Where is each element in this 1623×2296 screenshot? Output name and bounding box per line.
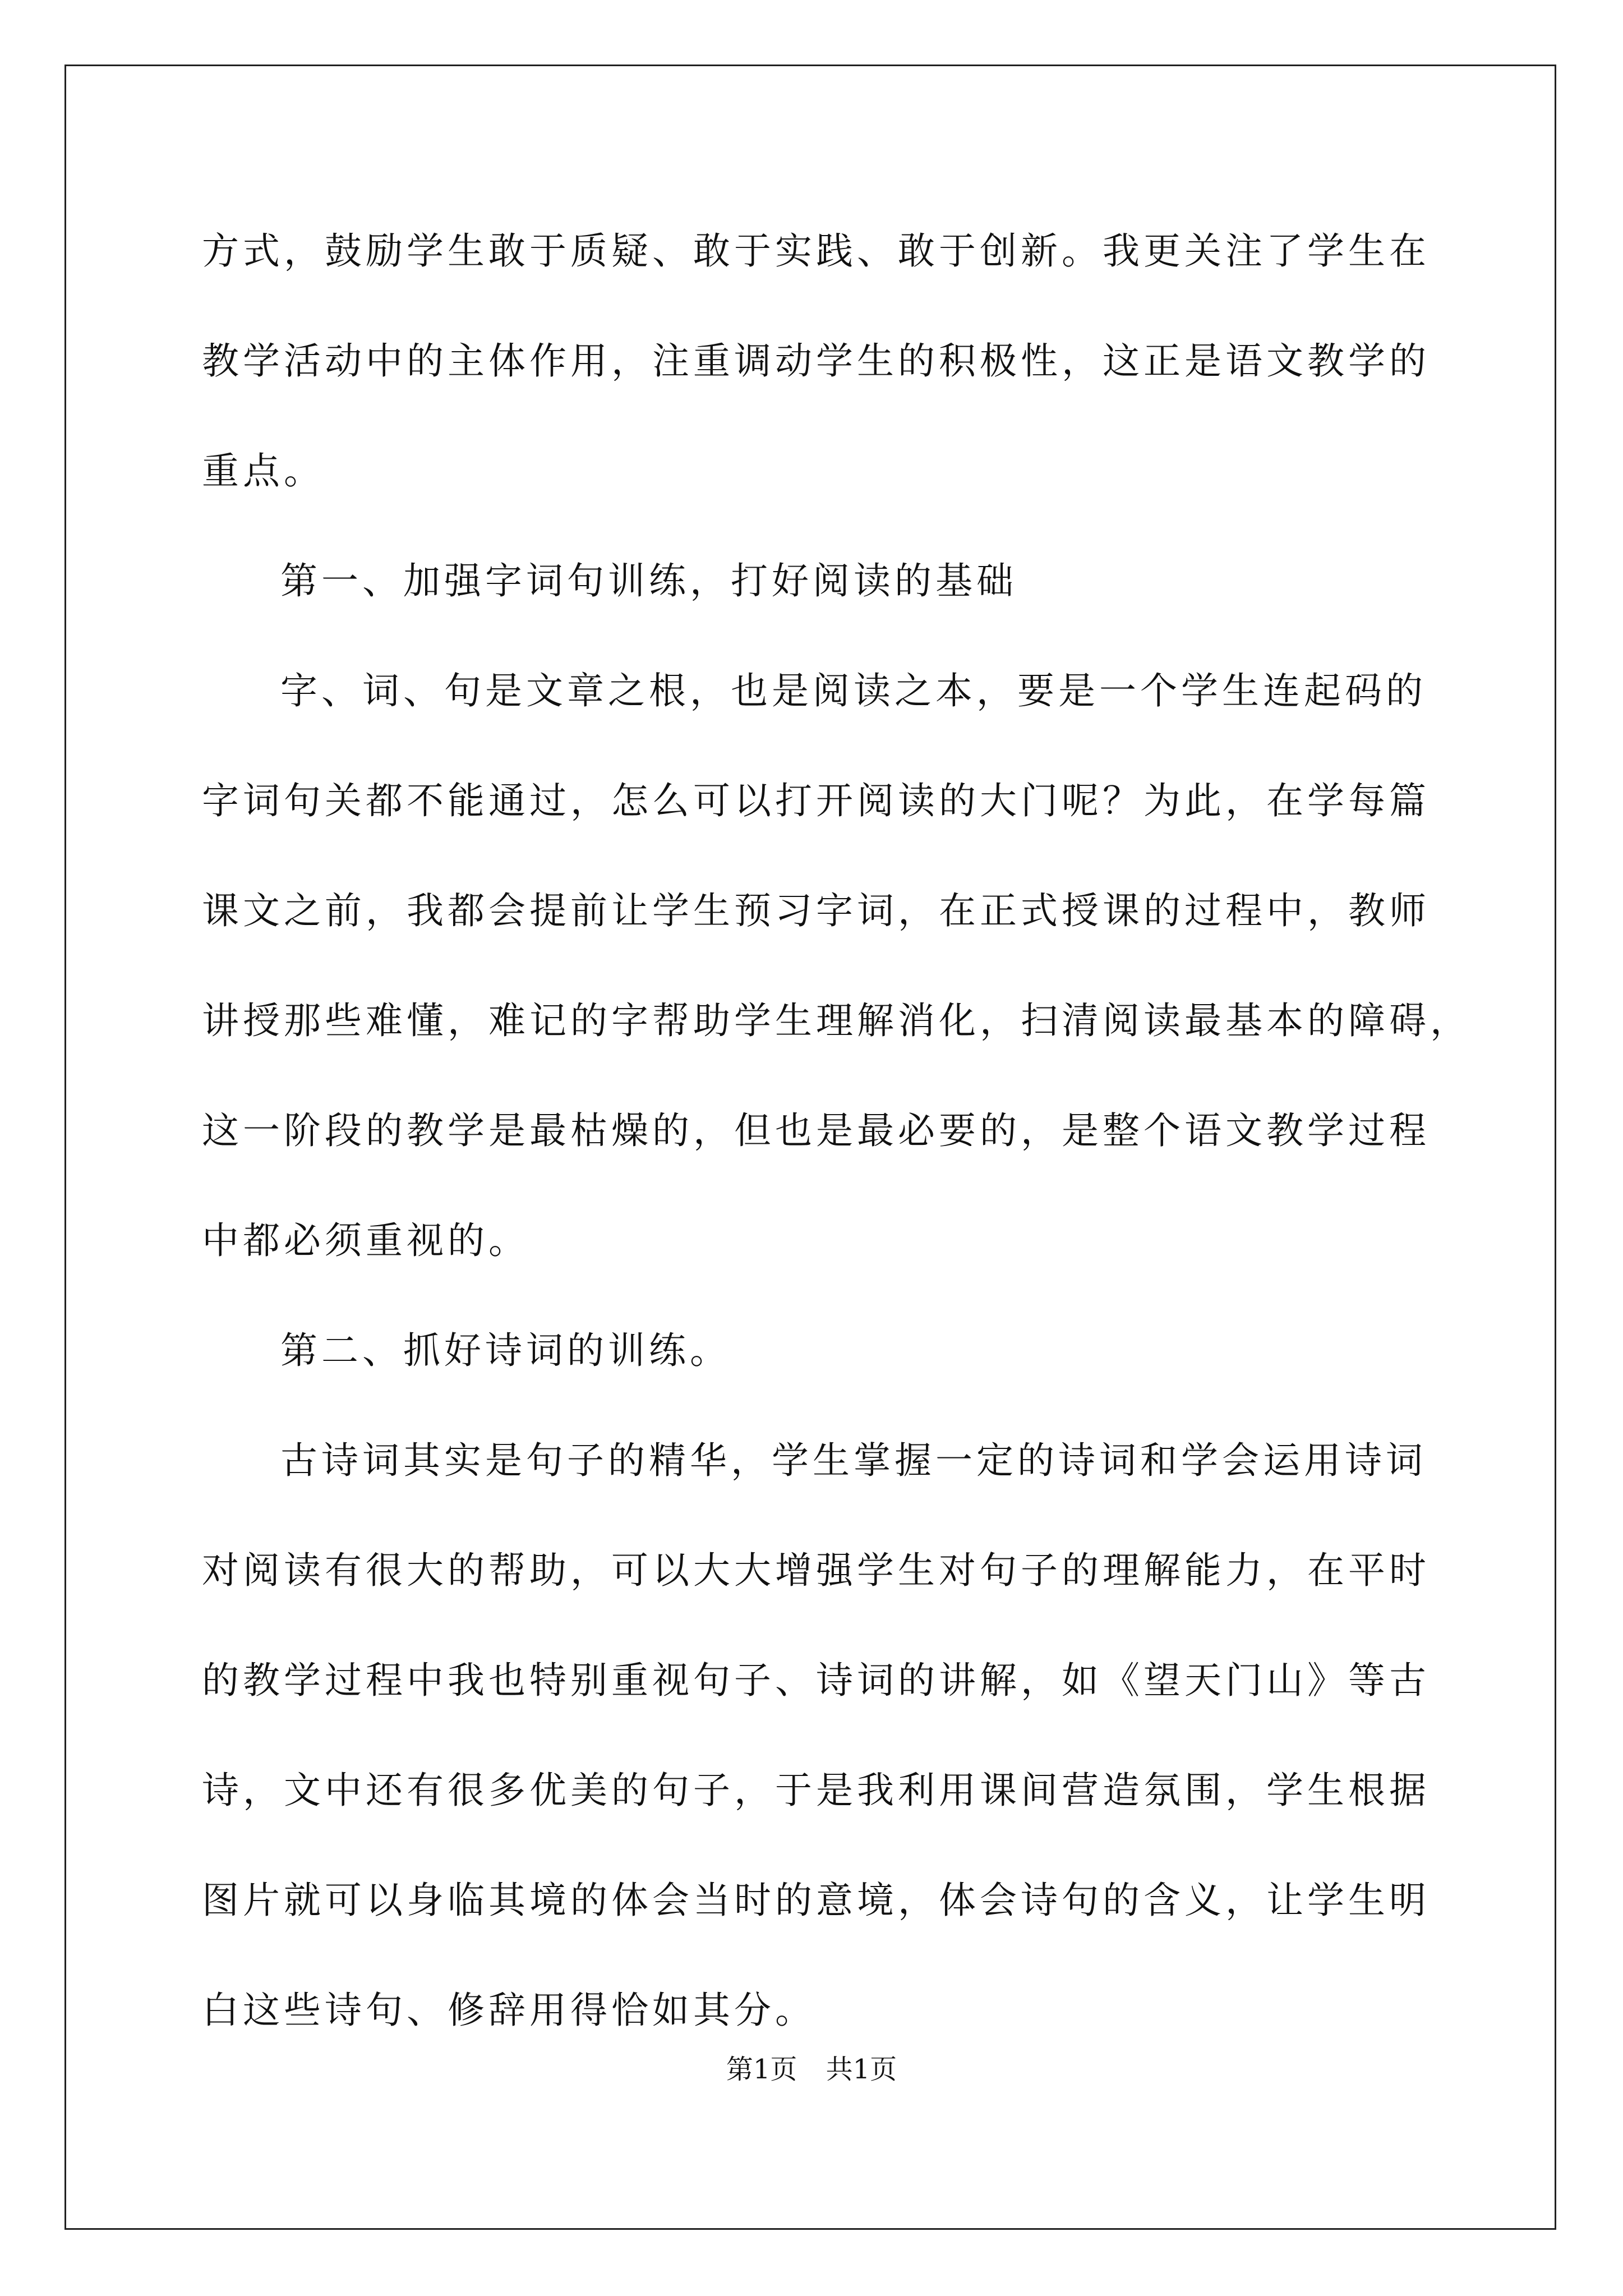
text-line-1: 方式，鼓励学生敢于质疑、敢于实践、敢于创新。我更关注了学生在 — [202, 229, 1430, 273]
text-line-5: 字、词、句是文章之根，也是阅读之本，要是一个学生连起码的 — [280, 669, 1427, 712]
page-number-total: 共1页 — [826, 2054, 897, 2085]
text-line-15: 诗，文中还有很多优美的句子，于是我利用课间营造氛围，学生根据 — [202, 1769, 1430, 1812]
section-heading-2: 第二、抓好诗词的训练。 — [280, 1329, 731, 1372]
text-line-17: 白这些诗句、修辞用得恰如其分。 — [202, 1989, 816, 2032]
document-body — [202, 213, 1471, 2082]
text-line-10: 中都必须重视的。 — [202, 1219, 529, 1262]
text-line-6: 字词句关都不能通过，怎么可以打开阅读的大门呢？为此，在学每篇 — [202, 779, 1430, 822]
page-footer — [0, 2047, 1623, 2086]
section-heading-1: 第一、加强字词句训练，打好阅读的基础 — [280, 559, 1017, 602]
text-line-3: 重点。 — [202, 449, 325, 493]
text-line-8: 讲授那些难懂，难记的字帮助学生理解消化，扫清阅读最基本的障碍， — [202, 999, 1471, 1042]
text-line-16: 图片就可以身临其境的体会当时的意境，体会诗句的含义，让学生明 — [202, 1879, 1430, 1922]
text-line-14: 的教学过程中我也特别重视句子、诗词的讲解，如《望天门山》等古 — [202, 1659, 1430, 1702]
page-number-current: 第1页 — [726, 2054, 797, 2085]
text-line-13: 对阅读有很大的帮助，可以大大增强学生对句子的理解能力，在平时 — [202, 1549, 1430, 1592]
text-line-2: 教学活动中的主体作用，注重调动学生的积极性，这正是语文教学的 — [202, 339, 1430, 383]
text-line-12: 古诗词其实是句子的精华，学生掌握一定的诗词和学会运用诗词 — [280, 1439, 1427, 1482]
text-line-7: 课文之前，我都会提前让学生预习字词，在正式授课的过程中，教师 — [202, 889, 1430, 932]
text-line-9: 这一阶段的教学是最枯燥的，但也是最必要的，是整个语文教学过程 — [202, 1109, 1430, 1152]
